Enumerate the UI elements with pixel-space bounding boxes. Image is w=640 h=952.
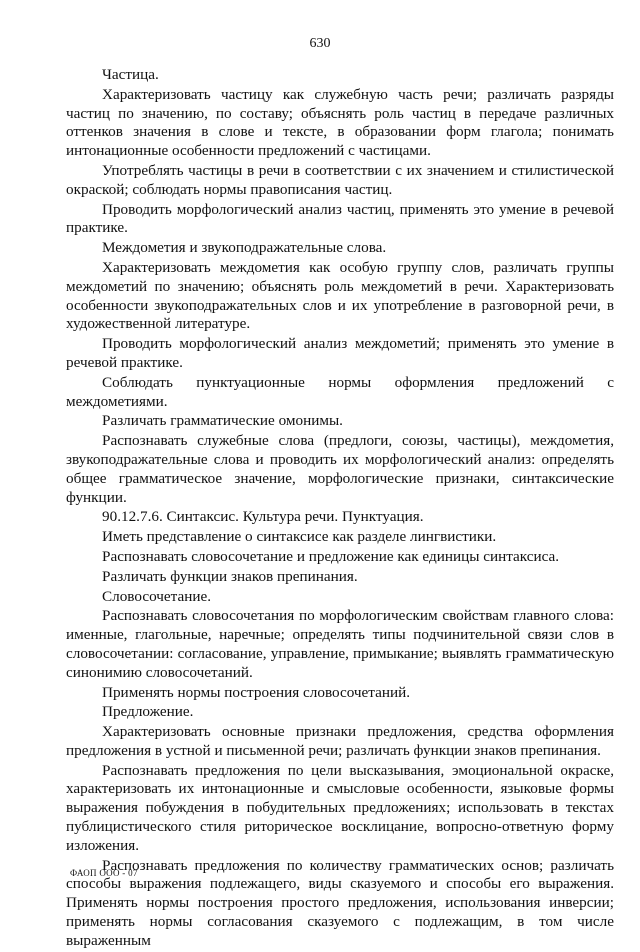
paragraph: Соблюдать пунктуационные нормы оформления предложений с междометиями. [66, 373, 614, 410]
paragraph: Характеризовать частицу как служебную часть речи; различать разряды частиц по значению, по составу; объяснять роль частиц в передаче различных оттенков значения в слове и тексте, в образовании форм глагола; понимать интонационные особенности предложений с частицами. [66, 85, 614, 160]
paragraph: Проводить морфологический анализ частиц, применять это умение в речевой практике. [66, 200, 614, 237]
paragraph: Предложение. [102, 703, 194, 721]
paragraph: Характеризовать междометия как особую группу слов, различать группы междометий по значению; объяснять роль междометий в речи. Характеризовать особенности звукоподражательных слов и их употребление в разговорной речи, в художественной литературе. [66, 258, 614, 333]
paragraph: Проводить морфологический анализ междометий; применять это умение в речевой практике. [66, 335, 614, 371]
paragraph: Словосочетание. [102, 587, 212, 605]
document-body [66, 66, 614, 952]
paragraph: Частица. [102, 66, 159, 83]
footer-code: ФАОП ООО - 07 [70, 868, 138, 878]
paragraph: Применять нормы построения словосочетаний. [102, 683, 411, 701]
paragraph: Распознавать словосочетание и предложение как единицы синтаксиса. [102, 547, 560, 565]
paragraph: Распознавать служебные слова (предлоги, союзы, частицы), междометия, звукоподражательные слова и проводить их морфологический анализ: определять общее грамматическое значение, морфологические признаки, синтаксические функции. [66, 432, 614, 506]
paragraph: Характеризовать основные признаки предложения, средства оформления предложения в устной и письменной речи; различать функции знаков препинания. [66, 723, 614, 759]
section-heading: 90.12.7.6. Синтаксис. Культура речи. Пунктуация. [102, 508, 424, 526]
paragraph: Употреблять частицы в речи в соответствии с их значением и стилистической окраской; соблюдать нормы правописания частиц. [66, 161, 614, 198]
paragraph: Иметь представление о синтаксисе как разделе лингвистики. [102, 528, 497, 546]
paragraph: Распознавать предложения по количеству грамматических основ; различать способы выражения подлежащего, виды сказуемого и способы его выражения. Применять нормы построения простого предложения, использования инверсии; применять нормы согласования сказуемого с подлежащим, в том числе выраженным [66, 856, 614, 949]
paragraph: Распознавать предложения по цели высказывания, эмоциональной окраске, характеризовать их интонационные и смысловые особенности, языковые формы выражения побуждения в побудительных предложениях; использовать в текстах публицистического стиля риторическое восклицание, вопросно-ответную форму изложения. [66, 761, 614, 854]
paragraph: Различать грамматические омонимы. [102, 412, 343, 430]
page-number: 630 [309, 36, 331, 51]
paragraph: Распознавать словосочетания по морфологическим свойствам главного слова: именные, глагольные, наречные; определять типы подчинительной связи слов в словосочетании: согласование, управление, примыкание; выявлять грамматическую синонимию словосочетаний. [66, 607, 614, 681]
paragraph: Различать функции знаков препинания. [102, 567, 358, 585]
paragraph: Междометия и звукоподражательные слова. [102, 239, 387, 257]
